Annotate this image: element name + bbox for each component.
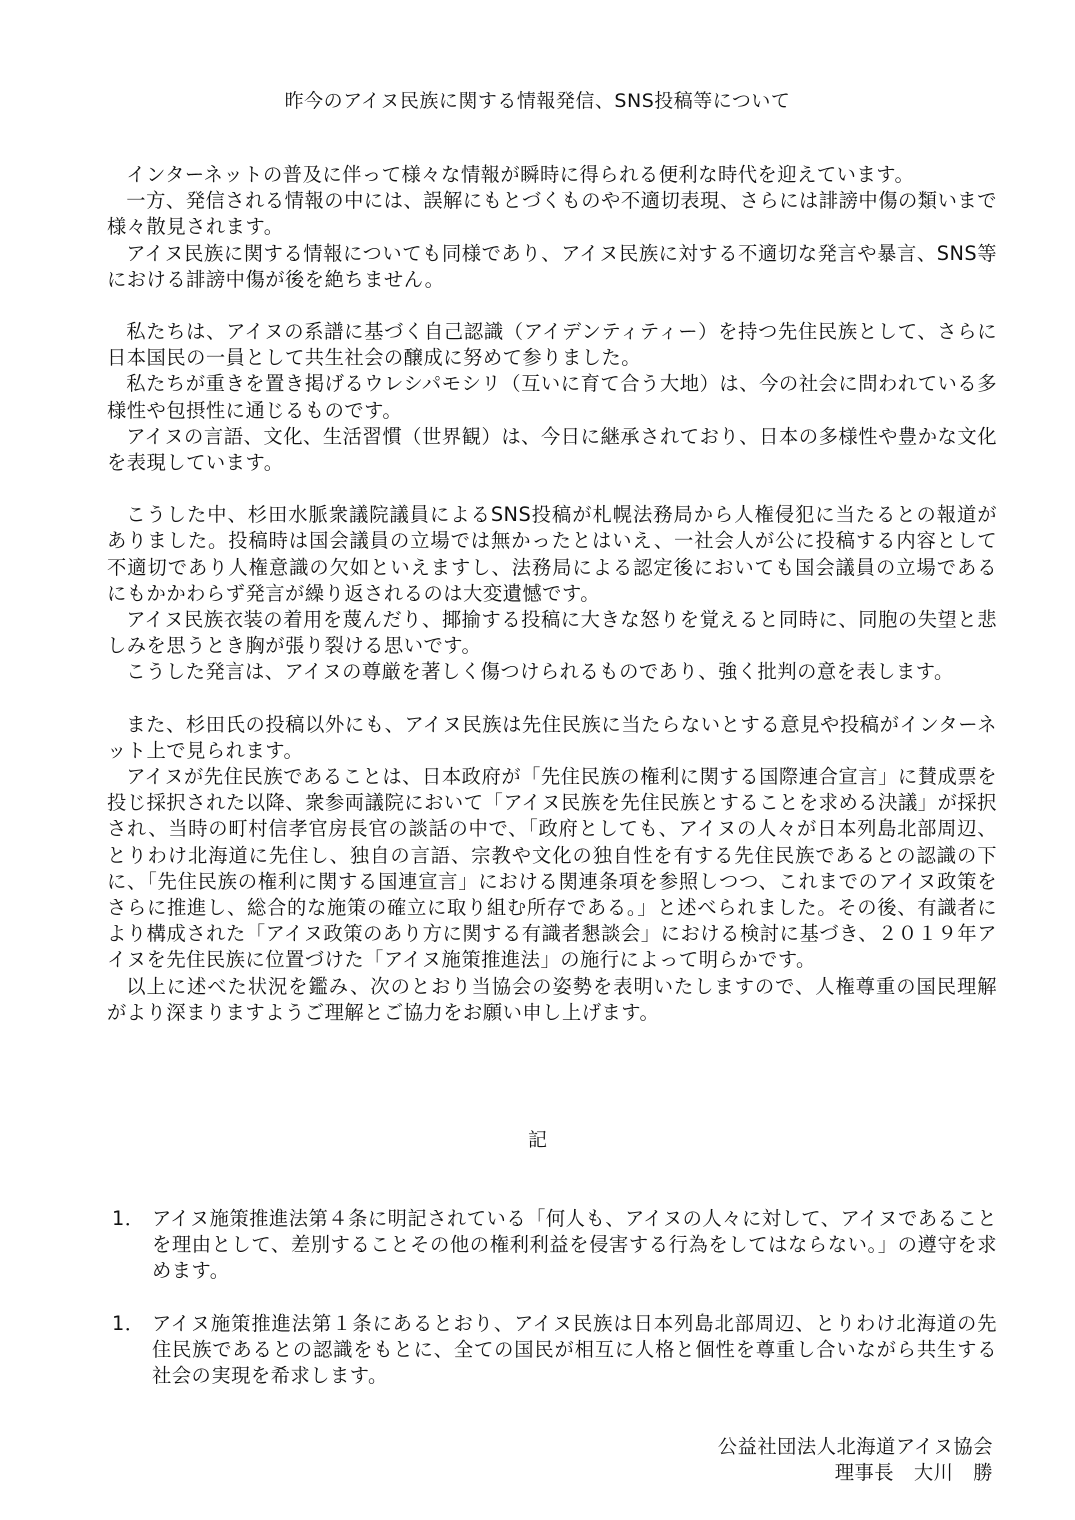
paragraph: インターネットの普及に伴って様々な情報が瞬時に得られる便利な時代を迎えています。: [126, 163, 915, 186]
list-item: [112, 1206, 997, 1285]
paragraph: また、杉田氏の投稿以外にも、アイヌ民族は先住民族に当たらないとする意見や投稿がインターネット上で見られます。: [107, 712, 997, 762]
paragraph: 私たちは、アイヌの系譜に基づく自己認識（アイデンティティー）を持つ先住民族として、さらに日本国民の一員として共生社会の醸成に努めて参りました。: [107, 320, 997, 370]
signature-block: [718, 1434, 993, 1486]
document-title: 昨今のアイヌ民族に関する情報発信、SNS投稿等について: [284, 90, 791, 112]
paragraph: こうした中、杉田水脈衆議院議員によるSNS投稿が札幌法務局から人権侵犯に当たるとの報道がありました。投稿時は国会議員の立場では無かったとはいえ、一社会人が公に投稿する内容として不適切であり人権意識の欠如といえますし、法務局による認定後においても国会議員の立場であるにもかかわらず発言が繰り返されるのは大変遺憾です。: [107, 503, 997, 605]
paragraph: アイヌが先住民族であることは、日本政府が「先住民族の権利に関する国際連合宣言」に賛成票を投じ採択された以降、衆参両議院において「アイヌ民族を先住民族とすることを求める決議」が採択され、当時の町村信孝官房長官の談話の中で、「政府としても、アイヌの人々が日本列島北部周辺、とりわけ北海道に先住し、独自の言語、宗教や文化の独自性を有する先住民族であるとの認識の下に、「先住民族の権利に関する国連宣言」における関連条項を参照しつつ、これまでのアイヌ政策をさらに推進し、総合的な施策の確立に取り組む所存である。」と述べられました。その後、有識者により構成された「アイヌ政策のあり方に関する有識者懇談会」における検討に基づき、２０１９年アイヌを先住民族に位置づけた「アイヌ施策推進法」の施行によって明らかです。: [107, 765, 997, 972]
paragraph: アイヌ民族衣装の着用を蔑んだり、揶揄する投稿に大きな怒りを覚えると同時に、同胞の失望と悲しみを思うとき胸が張り裂ける思いです。: [107, 608, 997, 658]
resolution-items: [112, 1206, 997, 1415]
representative-name: 理事長 大川 勝: [834, 1461, 993, 1485]
paragraph-gap: [107, 686, 997, 712]
item-number: 1．: [112, 1207, 145, 1230]
paragraph: アイヌ民族に関する情報についても同様であり、アイヌ民族に対する不適切な発言や暴言、SNS等における誹謗中傷が後を絶ちません。: [107, 241, 997, 291]
paragraph-gap: [107, 293, 997, 319]
document-body: [107, 162, 997, 1026]
paragraph: 私たちが重きを置き掲げるウレシパモシリ（互いに育て合う大地）は、今の社会に問われている多様性や包摂性に通じるものです。: [107, 372, 997, 422]
paragraph: アイヌの言語、文化、生活習慣（世界観）は、今日に継承されており、日本の多様性や豊かな文化を表現しています。: [107, 424, 997, 475]
item-text: アイヌ施策推進法第１条にあるとおり、アイヌ民族は日本列島北部周辺、とりわけ北海道の先住民族であるとの認識をもとに、全ての国民が相互に人格と個性を尊重し合いながら共生する社会の実現を希求します。: [152, 1311, 997, 1388]
list-item: [112, 1311, 997, 1390]
item-text: アイヌ施策推進法第４条に明記されている「何人も、アイヌの人々に対して、アイヌであることを理由として、差別することその他の権利利益を侵害する行為をしてはならない。」の遵守を求めます。: [152, 1207, 997, 1283]
paragraph: 以上に述べた状況を鑑み、次のとおり当協会の姿勢を表明いたしますので、人権尊重の国民理解がより深まりますようご理解とご協力をお願い申し上げます。: [107, 974, 997, 1024]
organization-name: 公益社団法人北海道アイヌ協会: [717, 1435, 993, 1458]
paragraph: 一方、発信される情報の中には、誤解にもとづくものや不適切表現、さらには誹謗中傷の類いまで様々散見されます。: [107, 189, 997, 239]
ki-heading: 記: [527, 1129, 547, 1151]
paragraph-gap: [107, 476, 997, 502]
paragraph: こうした発言は、アイヌの尊厳を著しく傷つけられるものであり、強く批判の意を表します。: [126, 660, 954, 684]
item-number: 1．: [112, 1311, 145, 1335]
